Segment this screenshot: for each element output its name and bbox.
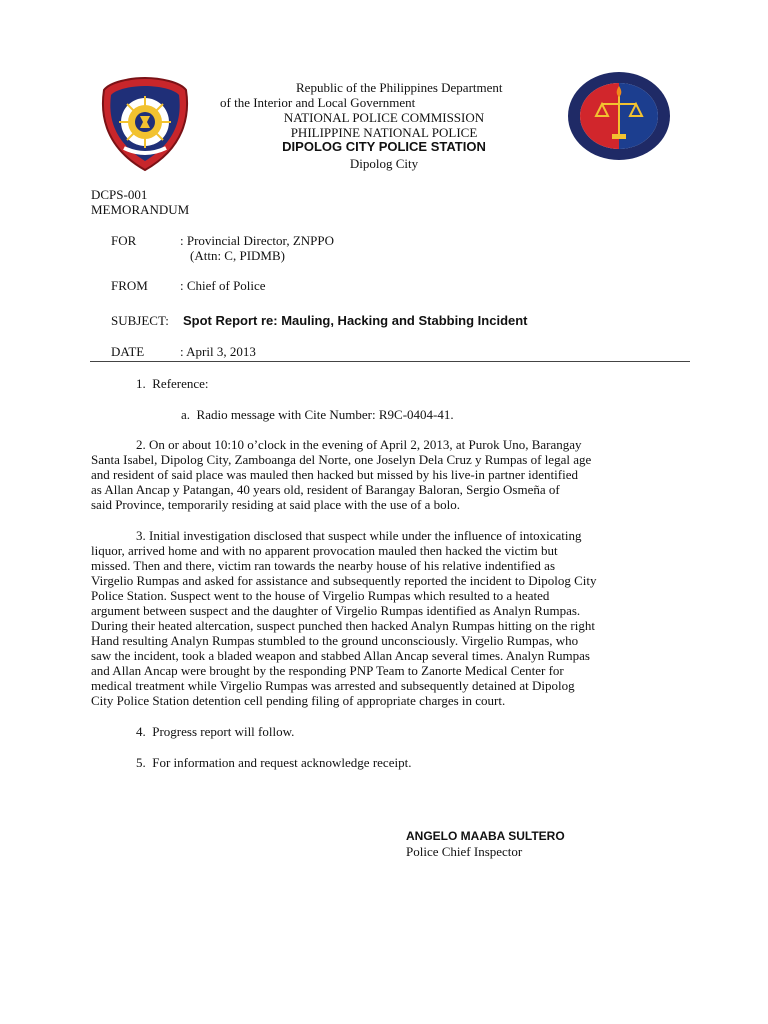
header-line-station: DIPOLOG CITY POLICE STATION: [282, 139, 486, 154]
paragraph-3-line: City Police Station detention cell pending filing of appropriate charges in court.: [91, 693, 506, 708]
header-line-dilg: of the Interior and Local Government: [220, 95, 416, 110]
header-line-republic: Republic of the Philippines Department: [296, 80, 503, 95]
paragraph-3-line: and Allan Ancap were brought by the responding PNP Team to Zanorte Medical Center for: [91, 663, 564, 678]
paragraph-3-line: Virgelio Rumpas and asked for assistance and subsequently reported the incident to Dipolog City: [91, 573, 597, 588]
paragraph-1: 1. Reference:: [136, 376, 209, 391]
subject-label: SUBJECT:: [111, 313, 169, 328]
from-label: FROM: [111, 278, 148, 293]
for-attn: (Attn: C, PIDMB): [190, 248, 285, 263]
memo-code: DCPS-001: [91, 187, 148, 202]
signatory-name: ANGELO MAABA SULTERO: [406, 829, 565, 843]
header-divider: [90, 361, 690, 362]
paragraph-3-line: Police Station. Suspect went to the house of Virgelio Rumpas which resulted to a heated: [91, 588, 550, 603]
paragraph-2-line: and resident of said place was mauled then hacked but missed by his live-in partner identified: [91, 467, 578, 482]
for-value: : Provincial Director, ZNPPO: [180, 233, 335, 248]
paragraph-3-line: During their heated altercation, suspect punched then hacked Analyn Rumpas hitting on the right: [91, 618, 595, 633]
paragraph-3-line: 3. Initial investigation disclosed that suspect while under the influence of intoxicating: [136, 528, 582, 543]
date-label: DATE: [111, 344, 145, 359]
paragraph-5: 5. For information and request acknowledge receipt.: [136, 755, 412, 770]
from-value: : Chief of Police: [180, 278, 266, 293]
paragraph-3-line: saw the incident, took a bladed weapon and stabbed Allan Ancap several times. Analyn Rumpas: [91, 648, 590, 663]
paragraph-2-line: said Province, temporarily residing at said place with the use of a bolo.: [91, 497, 460, 512]
subject-value: Spot Report re: Mauling, Hacking and Stabbing Incident: [183, 313, 528, 328]
paragraph-3-line: medical treatment while Virgelio Rumpas was arrested and subsequently detained at Dipolog: [91, 678, 575, 693]
paragraph-4: 4. Progress report will follow.: [136, 724, 295, 739]
date-value: : April 3, 2013: [180, 344, 256, 359]
paragraph-3-line: Hand resulting Analyn Rumpas stumbled to the ground unconsciously. Virgelio Rumpas, who: [91, 633, 579, 648]
paragraph-2-line: as Allan Ancap y Patangan, 40 years old, resident of Barangay Baloran, Sergio Osmeña of: [91, 482, 560, 497]
header-line-napolcom: NATIONAL POLICE COMMISSION: [283, 110, 485, 125]
paragraph-2-line: 2. On or about 10:10 o’clock in the evening of April 2, 2013, at Purok Uno, Barangay: [136, 437, 582, 452]
paragraph-2: [91, 437, 679, 512]
paragraph-1a: a. Radio message with Cite Number: R9C-0404-41.: [181, 407, 454, 422]
paragraph-3: [91, 528, 679, 708]
header-line-pnp: PHILIPPINE NATIONAL POLICE: [290, 125, 478, 140]
paragraph-3-line: argument between suspect and the daughter of Virgelio Rumpas identified as Analyn Rumpas.: [91, 603, 581, 618]
signatory-title: Police Chief Inspector: [406, 844, 523, 859]
memo-type: MEMORANDUM: [91, 202, 190, 217]
header-line-city: Dipolog City: [349, 156, 419, 171]
cic-seal-logo: [566, 70, 672, 162]
paragraph-3-line: liquor, arrived home and with no apparent provocation mauled then hacked the victim but: [91, 543, 558, 558]
paragraph-3-line: missed. Then and there, victim ran towards the nearby house of his relative indentified as: [91, 558, 556, 573]
paragraph-2-line: Santa Isabel, Dipolog City, Zamboanga del Norte, one Joselyn Dela Cruz y Rumpas of legal age: [91, 452, 592, 467]
for-label: FOR: [111, 233, 137, 248]
pnp-seal-logo: [100, 76, 190, 172]
